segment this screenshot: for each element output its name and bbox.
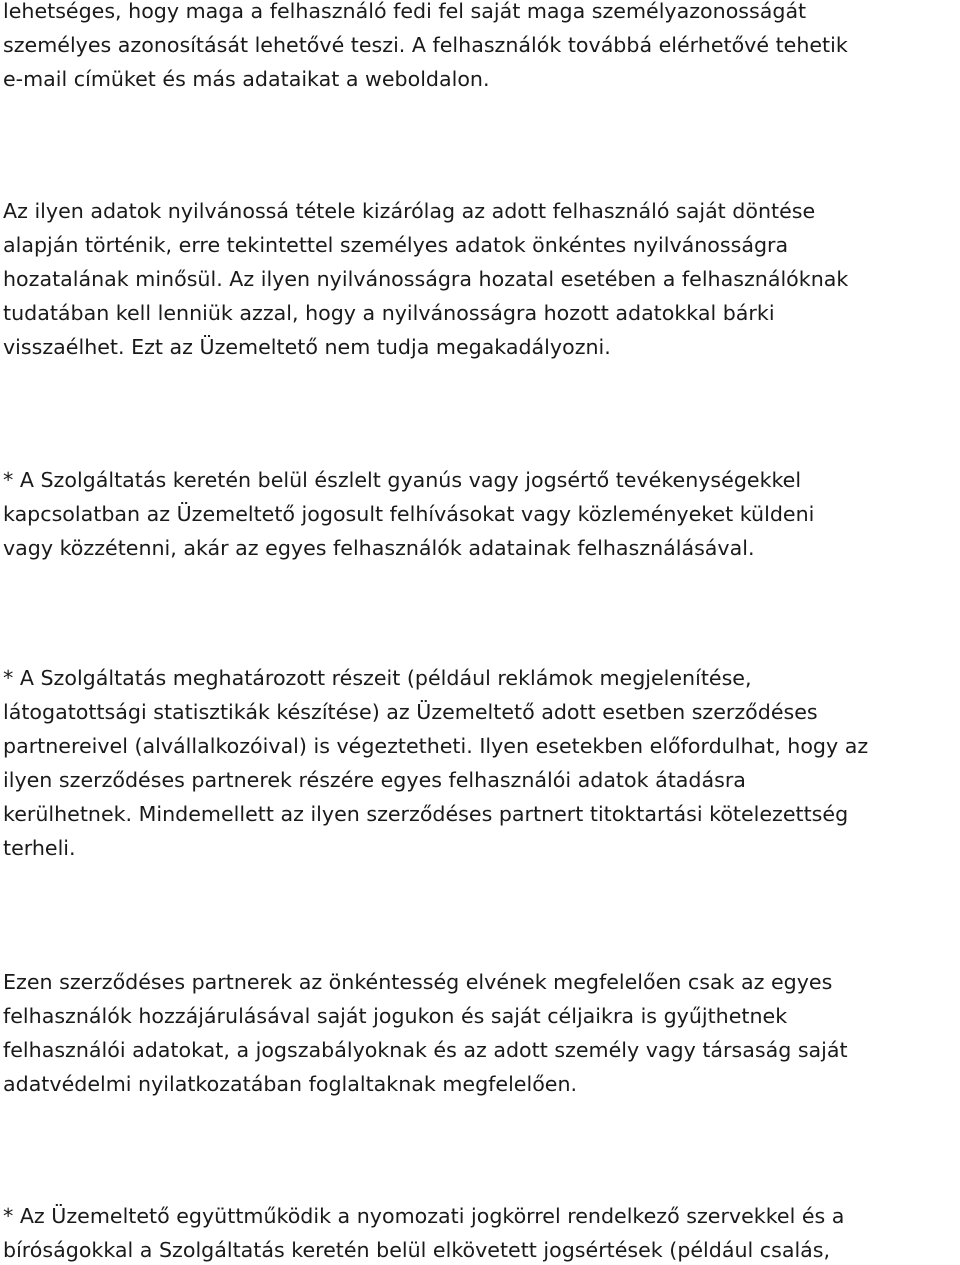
paragraph-voluntary-publication: Az ilyen adatok nyilvánossá tétele kizárólag az adott felhasználó saját döntése alapján történik, erre tekintettel személyes adatok önkéntes nyilvánosságra hozatalának minősül. Az ilyen nyilvánosságra hozatal esetében a felhasználóknak tudatában kell lenniük azzal, hogy a nyilvánosságra hozott adatokkal bárki visszaélhet. Ezt az Üzemeltető nem tudja megakadályozni. bbox=[3, 199, 849, 359]
paragraph-contract-partners: * A Szolgáltatás meghatározott részeit (például reklámok megjelenítése, látogatottsági statisztikák készítése) az Üzemeltető adott esetben szerződéses partnereivel (alvállalkozóival) is végeztetheti. Ilyen esetekben előfordulhat, hogy az ilyen szerződéses partnerek részére egyes felhasználói adatok átadásra kerülhetnek. Mindemellett az ilyen szerződéses partnert titoktartási kötelezettség terheli. bbox=[3, 666, 869, 860]
paragraph-user-disclosure: lehetséges, hogy maga a felhasználó fedi fel saját maga személyazonosságát személyes azonosítását lehetővé teszi. A felhasználók továbbá elérhetővé tehetik e-mail címüket és más adataikat a weboldalon. bbox=[3, 0, 848, 91]
paragraph-authority-cooperation: * Az Üzemeltető együttműködik a nyomozati jogkörrel rendelkező szervekkel és a bíróságokkal a Szolgáltatás keretén belül elkövetett jogsértések (például csalás, bbox=[3, 1204, 845, 1262]
paragraph-partner-consent: Ezen szerződéses partnerek az önkéntesség elvének megfelelően csak az egyes felhasználók hozzájárulásával saját jogukon és saját céljaikra is gyűjthetnek felhasználói adatokat, a jogszabályoknak és az adott személy vagy társaság saját adatvédelmi nyilatkozatában foglaltaknak megfelelően. bbox=[3, 970, 848, 1096]
paragraph-suspicious-activity: * A Szolgáltatás keretén belül észlelt gyanús vagy jogsértő tevékenységekkel kapcsolatban az Üzemeltető jogosult felhívásokat vagy közleményeket küldeni vagy közzétenni, akár az egyes felhasználók adatainak felhasználásával. bbox=[3, 468, 815, 560]
